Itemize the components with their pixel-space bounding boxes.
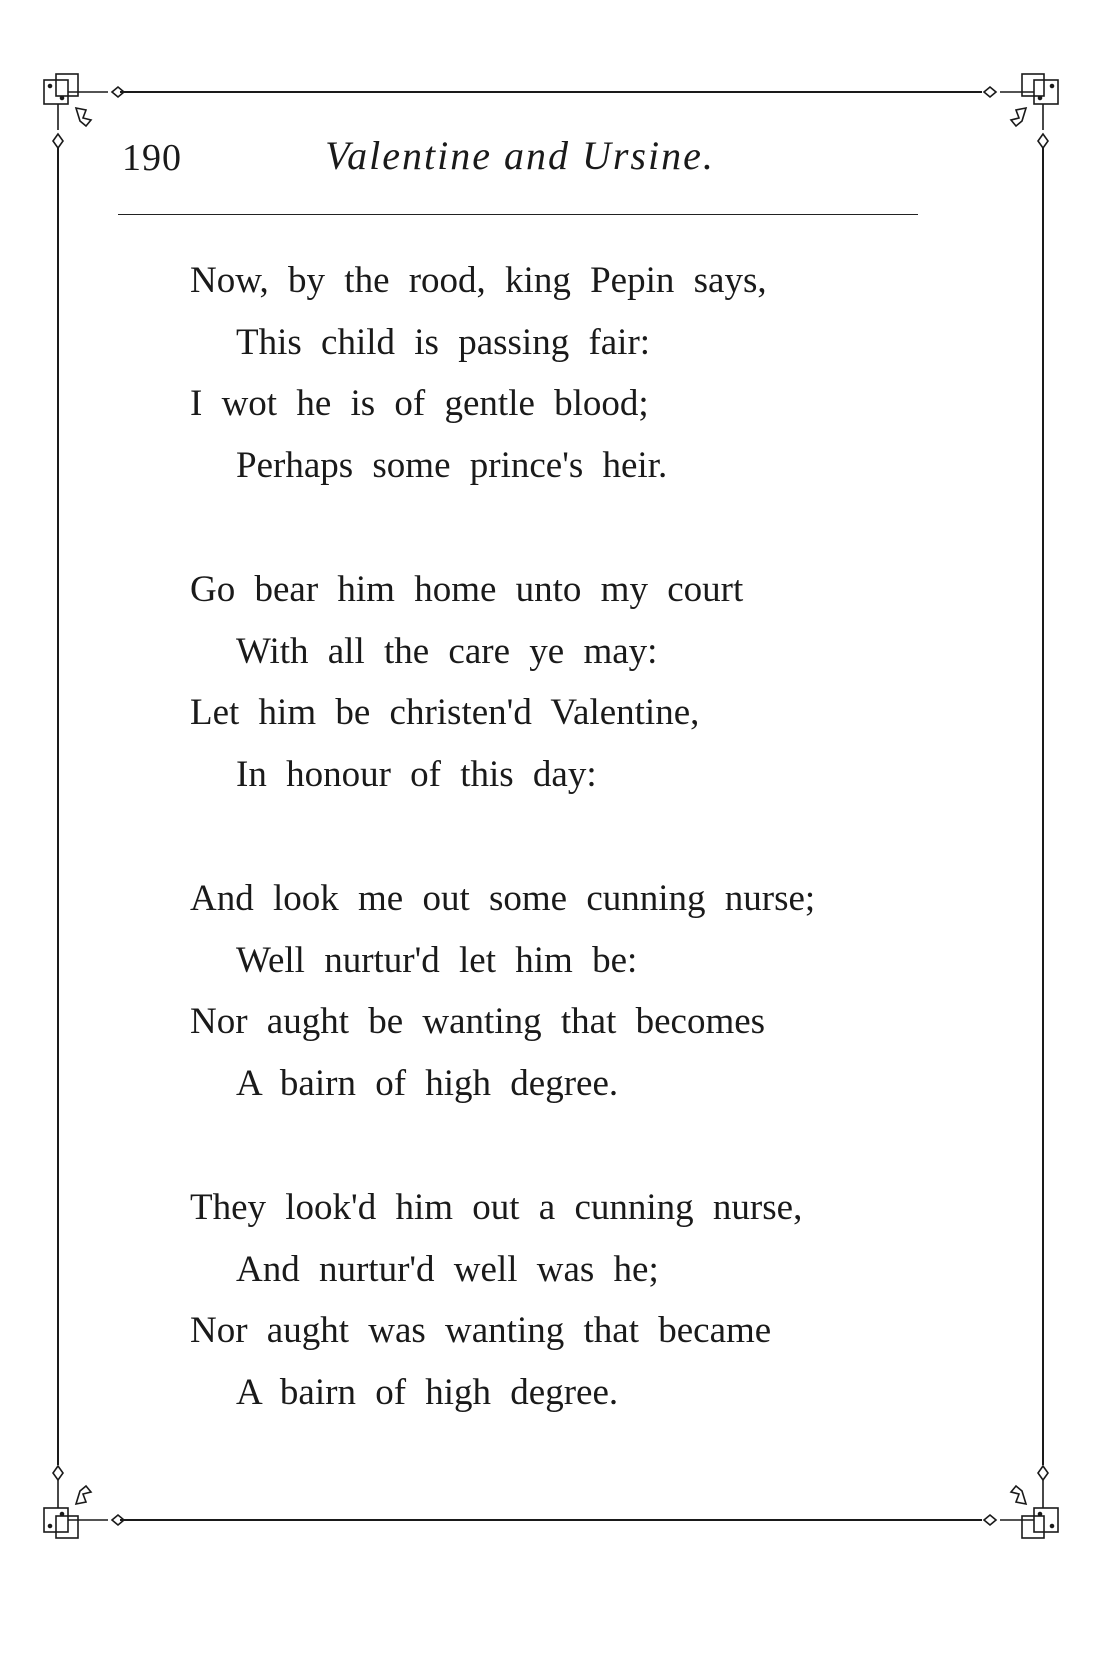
- running-title: Valentine and Ursine.: [325, 133, 715, 178]
- poem-line: And nurtur'd well was he;: [236, 1248, 659, 1290]
- poem-line: They look'd him out a cunning nurse,: [190, 1187, 803, 1228]
- poem-line: Perhaps some prince's heir.: [236, 444, 668, 486]
- poem-line: This child is passing fair:: [236, 321, 651, 363]
- poem-line: Well nurtur'd let him be:: [236, 939, 638, 981]
- poem-line: Let him be christen'd Valentine,: [190, 692, 700, 733]
- poem-line: A bairn of high degree.: [236, 1371, 619, 1413]
- corner-ornament-bottom-left-icon: [44, 1466, 124, 1538]
- corner-ornament-bottom-right-icon: [984, 1466, 1058, 1538]
- poem-line: Go bear him home unto my court: [190, 569, 744, 610]
- poem-line: I wot he is of gentle blood;: [190, 383, 649, 424]
- poem-line: In honour of this day:: [236, 753, 597, 795]
- poem-line: And look me out some cunning nurse;: [190, 878, 816, 919]
- poem-line: A bairn of high degree.: [236, 1062, 619, 1104]
- stanza-1: [190, 250, 910, 496]
- stanza-2: [190, 559, 910, 805]
- corner-ornament-top-right-icon: [984, 74, 1058, 148]
- stanza-3: [190, 868, 910, 1114]
- page-number: 190: [122, 137, 182, 179]
- poem-line: With all the care ye may:: [236, 630, 658, 672]
- poem-line: Now, by the rood, king Pepin says,: [190, 260, 767, 301]
- stanza-4: [190, 1177, 910, 1423]
- corner-ornament-top-left-icon: [44, 74, 124, 148]
- poem-line: Nor aught was wanting that became: [190, 1310, 772, 1351]
- poem: [190, 250, 910, 1486]
- poem-line: Nor aught be wanting that becomes: [190, 1001, 766, 1042]
- header-rule: [118, 214, 918, 215]
